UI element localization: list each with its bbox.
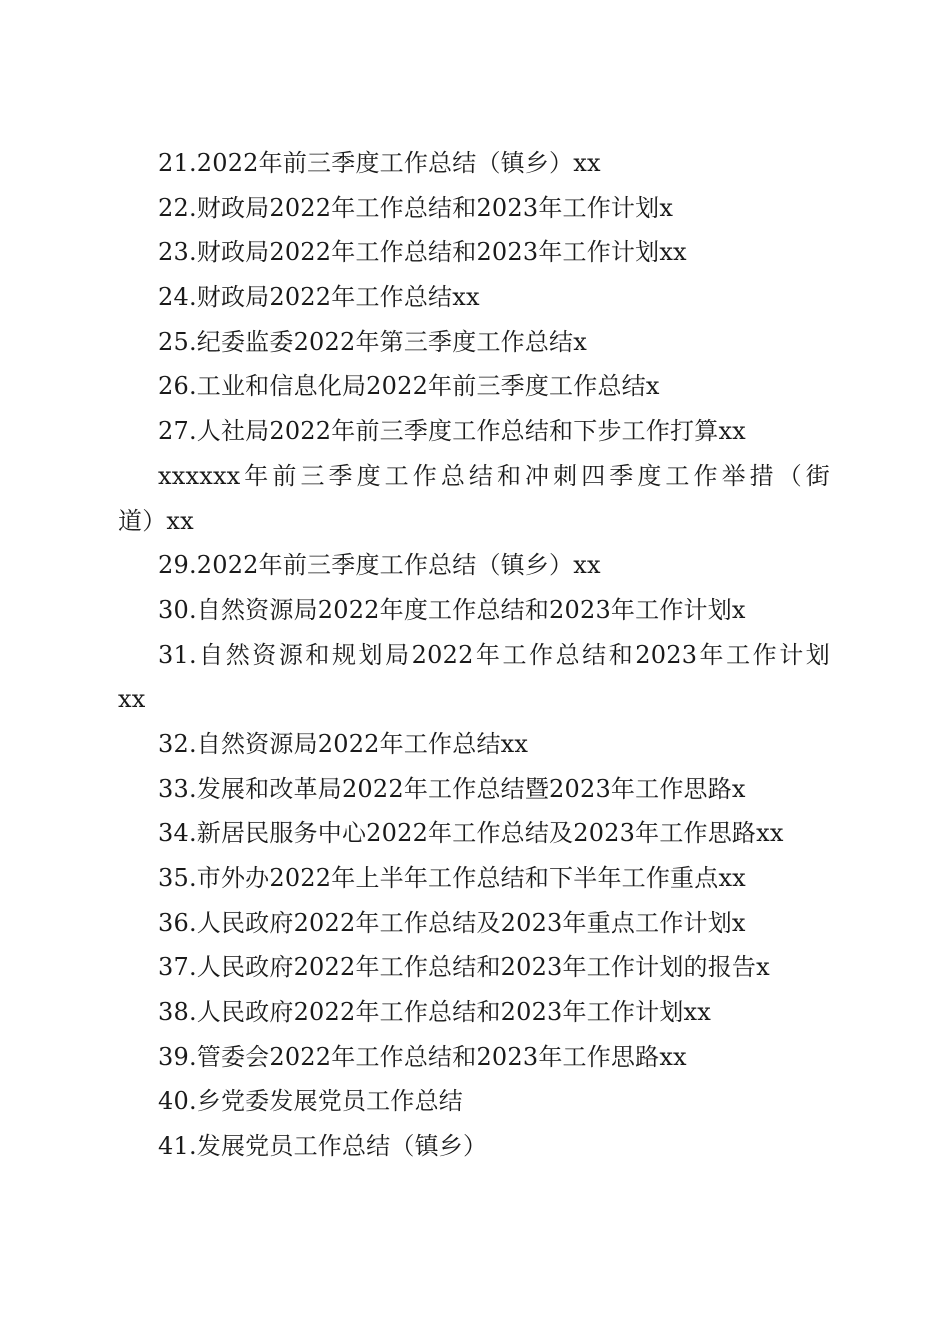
list-item: 26.工业和信息化局2022年前三季度工作总结x [158,372,660,401]
document-list [118,141,830,1169]
list-item: 31.自然资源和规划局2022年工作总结和2023年工作计划 [158,640,830,669]
list-item-continuation: 道）xx [118,506,194,535]
list-item: 30.自然资源局2022年度工作总结和2023年工作计划x [158,595,746,624]
list-item: 22.财政局2022年工作总结和2023年工作计划x [158,193,674,222]
list-item: 39.管委会2022年工作总结和2023年工作思路xx [158,1042,687,1071]
list-item: 25.纪委监委2022年第三季度工作总结x [158,327,587,356]
list-item: 40.乡党委发展党员工作总结 [158,1087,463,1116]
list-item: xxxxxx年前三季度工作总结和冲刺四季度工作举措（街 [158,461,830,490]
list-item: 36.人民政府2022年工作总结及2023年重点工作计划x [158,908,746,937]
list-item: 33.发展和改革局2022年工作总结暨2023年工作思路x [158,774,746,803]
list-item: 35.市外办2022年上半年工作总结和下半年工作重点xx [158,864,746,892]
list-item: 27.人社局2022年前三季度工作总结和下步工作打算xx [158,417,746,446]
list-item: 41.发展党员工作总结（镇乡） [158,1132,488,1161]
list-item-continuation: xx [118,685,146,714]
list-item: 24.财政局2022年工作总结xx [158,283,480,312]
list-item: 32.自然资源局2022年工作总结xx [158,729,529,758]
list-item: 38.人民政府2022年工作总结和2023年工作计划xx [158,998,711,1027]
list-item: 29.2022年前三季度工作总结（镇乡）xx [158,551,601,580]
list-item: 37.人民政府2022年工作总结和2023年工作计划的报告x [158,953,770,982]
list-item: 21.2022年前三季度工作总结（镇乡）xx [158,149,601,177]
list-item: 34.新居民服务中心2022年工作总结及2023年工作思路xx [158,819,784,848]
list-item: 23.财政局2022年工作总结和2023年工作计划xx [158,238,687,267]
